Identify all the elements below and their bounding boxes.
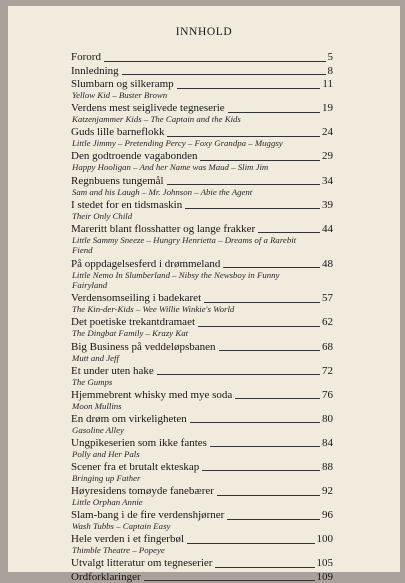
toc-entry xyxy=(71,256,333,291)
toc-entry-title: Utvalgt litteratur om tegneserier xyxy=(71,557,213,570)
toc-entry xyxy=(71,339,333,363)
toc-entry-subtitle: Yellow Kid – Buster Brown xyxy=(72,90,168,101)
toc-entry-title: På oppdagelsesferd i drømmeland xyxy=(71,257,221,270)
toc-entry-title: Slumbarn og silkeramp xyxy=(71,78,174,91)
toc-entry-page-number: 34 xyxy=(322,174,333,187)
toc-entry xyxy=(71,556,333,569)
toc-entry-subtitle: Bringing up Father xyxy=(72,472,141,483)
toc-entry-page-number: 48 xyxy=(322,257,333,270)
leader-rule xyxy=(190,422,320,423)
toc-entry xyxy=(71,363,333,387)
toc-entry-line xyxy=(71,50,333,63)
toc-entry-title: Et under uten hake xyxy=(71,364,154,377)
toc-entry-subtitle: Little Nemo In Slumberland – Nibsy the Newsboy in Funny xyxy=(72,269,280,280)
toc-entry-page-number: 8 xyxy=(327,64,333,77)
toc-entry-subtitle: The Gumps xyxy=(72,376,113,387)
toc-entry xyxy=(71,291,333,315)
leader-rule xyxy=(177,88,321,89)
toc-entry xyxy=(71,387,333,411)
toc-entry xyxy=(71,63,333,76)
toc-entry-page-number: 29 xyxy=(322,150,333,163)
toc-entry-page-number: 5 xyxy=(327,51,333,64)
toc-entry-title: Høyresidens tomøyde fanebærer xyxy=(71,485,214,498)
toc-entry xyxy=(71,460,333,484)
leader-rule xyxy=(157,374,320,375)
toc-entry-subtitle: Their Only Child xyxy=(72,210,133,221)
toc-entry-title: Ordforklaringer xyxy=(71,570,141,583)
toc-entry-line xyxy=(71,363,333,376)
toc-entry xyxy=(71,484,333,508)
toc-entry-page-number: 19 xyxy=(322,102,333,115)
toc-entry-subtitle: The Dingbat Family – Krazy Kat xyxy=(72,328,189,339)
toc-entry-line xyxy=(71,387,333,400)
toc-entry-line xyxy=(71,460,333,473)
toc-entry-line xyxy=(71,291,333,304)
toc-entry-title: Big Business på veddeløpsbanen xyxy=(71,340,216,353)
leader-rule xyxy=(202,470,320,471)
toc-entry-subtitle: Fairyland xyxy=(72,280,108,291)
page-title: INNHOLD xyxy=(175,26,233,38)
leader-rule xyxy=(204,302,320,303)
leader-rule xyxy=(104,61,326,62)
toc-entry-subtitle: Little Sammy Sneeze – Hungry Henrietta – Dreams of a Rarebit xyxy=(72,234,297,245)
leader-rule xyxy=(228,112,320,113)
leader-rule xyxy=(198,326,320,327)
toc-entry-page-number: 92 xyxy=(322,485,333,498)
toc-entry-title: Hele verden i et fingerbøl xyxy=(71,533,185,546)
toc-entry-page-number: 76 xyxy=(322,388,333,401)
toc-entry xyxy=(71,508,333,532)
toc-entry-subtitle: The Kin-der-Kids – Wee Willie Winkie's World xyxy=(72,304,235,315)
leader-rule xyxy=(219,350,320,351)
toc-entry-title: Forord xyxy=(71,51,101,64)
toc-entry-line xyxy=(71,436,333,449)
toc-entry-line xyxy=(71,508,333,521)
toc-entry xyxy=(71,173,333,197)
toc-entry-line xyxy=(71,63,333,76)
toc-entry-line xyxy=(71,532,333,545)
toc-entry-title: Mareritt blant flosshatter og lange frakker xyxy=(71,222,256,235)
toc-entry-title: Innledning xyxy=(71,64,119,77)
toc-entry-page-number: 39 xyxy=(322,198,333,211)
toc-entry xyxy=(71,532,333,556)
toc-entry-title: Ungpikeserien som ikke fantes xyxy=(71,436,207,449)
toc-entry-line xyxy=(71,149,333,162)
leader-rule xyxy=(122,74,326,75)
toc-entry xyxy=(71,125,333,149)
toc-entry-title: Verdens mest seiglivede tegneserie xyxy=(71,102,225,115)
toc-entry xyxy=(71,101,333,125)
toc-entry-line xyxy=(71,484,333,497)
book-page xyxy=(8,6,400,583)
toc-entry-page-number: 109 xyxy=(316,570,333,583)
toc-entry-line xyxy=(71,569,333,582)
toc-entry-page-number: 57 xyxy=(322,292,333,305)
toc-entry-subtitle: Thimble Theatre – Popeye xyxy=(72,545,165,556)
leader-rule xyxy=(187,543,314,544)
leader-rule xyxy=(235,398,320,399)
toc-entry-subtitle: Happy Hooligan – And her Name was Maud – Slim Jim xyxy=(72,162,269,173)
leader-rule xyxy=(215,567,314,568)
toc-entry-page-number: 88 xyxy=(322,460,333,473)
toc-entry-page-number: 24 xyxy=(322,126,333,139)
toc-entry-subtitle: Mutt and Jeff xyxy=(72,352,119,363)
toc-entry-line xyxy=(71,256,333,269)
toc-entry xyxy=(71,436,333,460)
leader-rule xyxy=(167,184,320,185)
toc-entry-title: Scener fra et brutalt ekteskap xyxy=(71,460,200,473)
toc-entry-line xyxy=(71,315,333,328)
toc-entry-subtitle: Katzenjammer Kids – The Captain and the Kids xyxy=(72,114,241,125)
toc-entry-page-number: 72 xyxy=(322,364,333,377)
toc-entry-line xyxy=(71,77,333,90)
toc-entry xyxy=(71,315,333,339)
toc-entry-page-number: 44 xyxy=(322,222,333,235)
toc-entry-line xyxy=(71,173,333,186)
toc-entry-title: I stedet for en tidsmaskin xyxy=(71,198,183,211)
toc-entry-line xyxy=(71,101,333,114)
toc-entry-page-number: 96 xyxy=(322,509,333,522)
toc-entry-title: Hjemmebrent whisky med mye soda xyxy=(71,388,233,401)
toc-entry-subtitle: Wash Tubbs – Captain Easy xyxy=(72,521,171,532)
leader-rule xyxy=(258,232,320,233)
toc-entry-title: Slam-bang i de fire verdenshjørner xyxy=(71,509,225,522)
toc-entry-subtitle: Sam and his Laugh – Mr. Johnson – Abie the Agent xyxy=(72,186,253,197)
toc-entry-line xyxy=(71,556,333,569)
toc-entry-line xyxy=(71,197,333,210)
table-of-contents xyxy=(71,50,333,583)
toc-entry xyxy=(71,197,333,221)
toc-entry xyxy=(71,221,333,256)
toc-entry-subtitle: Little Orphan Annie xyxy=(72,497,143,508)
toc-entry-subtitle: Gasoline Alley xyxy=(72,424,124,435)
leader-rule xyxy=(210,446,320,447)
toc-entry-subtitle: Little Jimmy – Pretending Percy – Foxy Grandpa – Muggsy xyxy=(72,138,283,149)
toc-entry-page-number: 105 xyxy=(316,557,333,570)
toc-entry-page-number: 68 xyxy=(322,340,333,353)
toc-entry-title: En drøm om virkeligheten xyxy=(71,412,187,425)
toc-entry-line xyxy=(71,221,333,234)
leader-rule xyxy=(223,267,320,268)
toc-entry-title: Den godtroende vagabonden xyxy=(71,150,198,163)
toc-entry-subtitle: Fiend xyxy=(72,245,93,256)
toc-entry-subtitle: Moon Mullins xyxy=(72,400,122,411)
toc-entry-page-number: 100 xyxy=(316,533,333,546)
toc-entry-title: Regnbuens tungemål xyxy=(71,174,164,187)
leader-rule xyxy=(185,208,320,209)
toc-entry xyxy=(71,411,333,435)
leader-rule xyxy=(217,495,320,496)
leader-rule xyxy=(227,519,320,520)
toc-entry-title: Guds lille barneflokk xyxy=(71,126,165,139)
toc-entry xyxy=(71,149,333,173)
toc-entry-page-number: 84 xyxy=(322,436,333,449)
leader-rule xyxy=(167,136,320,137)
toc-entry-subtitle: Polly and Her Pals xyxy=(72,448,140,459)
toc-entry-page-number: 80 xyxy=(322,412,333,425)
toc-entry-title: Det poetiske trekantdramaet xyxy=(71,316,196,329)
toc-entry-page-number: 11 xyxy=(322,78,333,91)
leader-rule xyxy=(200,160,320,161)
toc-entry-title: Verdensomseiling i badekaret xyxy=(71,292,202,305)
leader-rule xyxy=(144,580,315,581)
toc-entry xyxy=(71,50,333,63)
toc-entry xyxy=(71,569,333,582)
toc-entry-line xyxy=(71,339,333,352)
toc-entry-line xyxy=(71,411,333,424)
toc-entry xyxy=(71,77,333,101)
toc-entry-page-number: 62 xyxy=(322,316,333,329)
toc-entry-line xyxy=(71,125,333,138)
